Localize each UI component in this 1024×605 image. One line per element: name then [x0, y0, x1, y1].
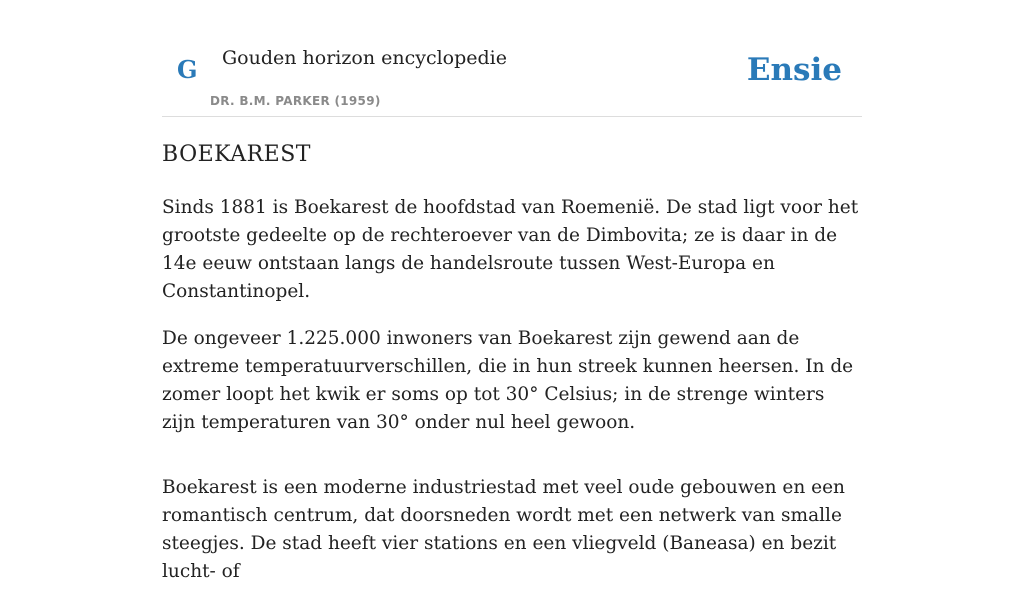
- source-title[interactable]: Gouden horizon encyclopedie: [222, 47, 507, 69]
- entry-content: [162, 138, 862, 605]
- source-logo[interactable]: G: [177, 55, 198, 84]
- brand-logo[interactable]: Ensie: [746, 52, 842, 88]
- entry-paragraph: Sinds 1881 is Boekarest de hoofdstad van Roemenië. De stad ligt voor het grootste gedeelte op de rechteroever van de Dimbovita; ze is daar in de 14e eeuw ontstaan langs de handelsroute tussen West-Europa en Constantinopel.: [162, 197, 859, 302]
- source-author: DR. B.M. PARKER (1959): [210, 94, 381, 108]
- source-header: [162, 0, 862, 117]
- entry-paragraph: Boekarest is een moderne industriestad met veel oude gebouwen en een romantisch centrum, dat doorsneden wordt met een netwerk van smalle steegjes. De stad heeft vier stations en een vliegveld (Baneasa) en bezit lucht- of: [162, 477, 845, 582]
- entry-paragraph: De ongeveer 1.225.000 inwoners van Boekarest zijn gewend aan de extreme temperatuurverschillen, die in hun streek kunnen heersen. In de zomer loopt het kwik er soms op tot 30° Celsius; in de strenge winters zijn temperaturen van 30° onder nul heel gewoon.: [162, 328, 854, 433]
- entry-title: BOEKAREST: [162, 142, 311, 167]
- entry-body: [162, 194, 862, 586]
